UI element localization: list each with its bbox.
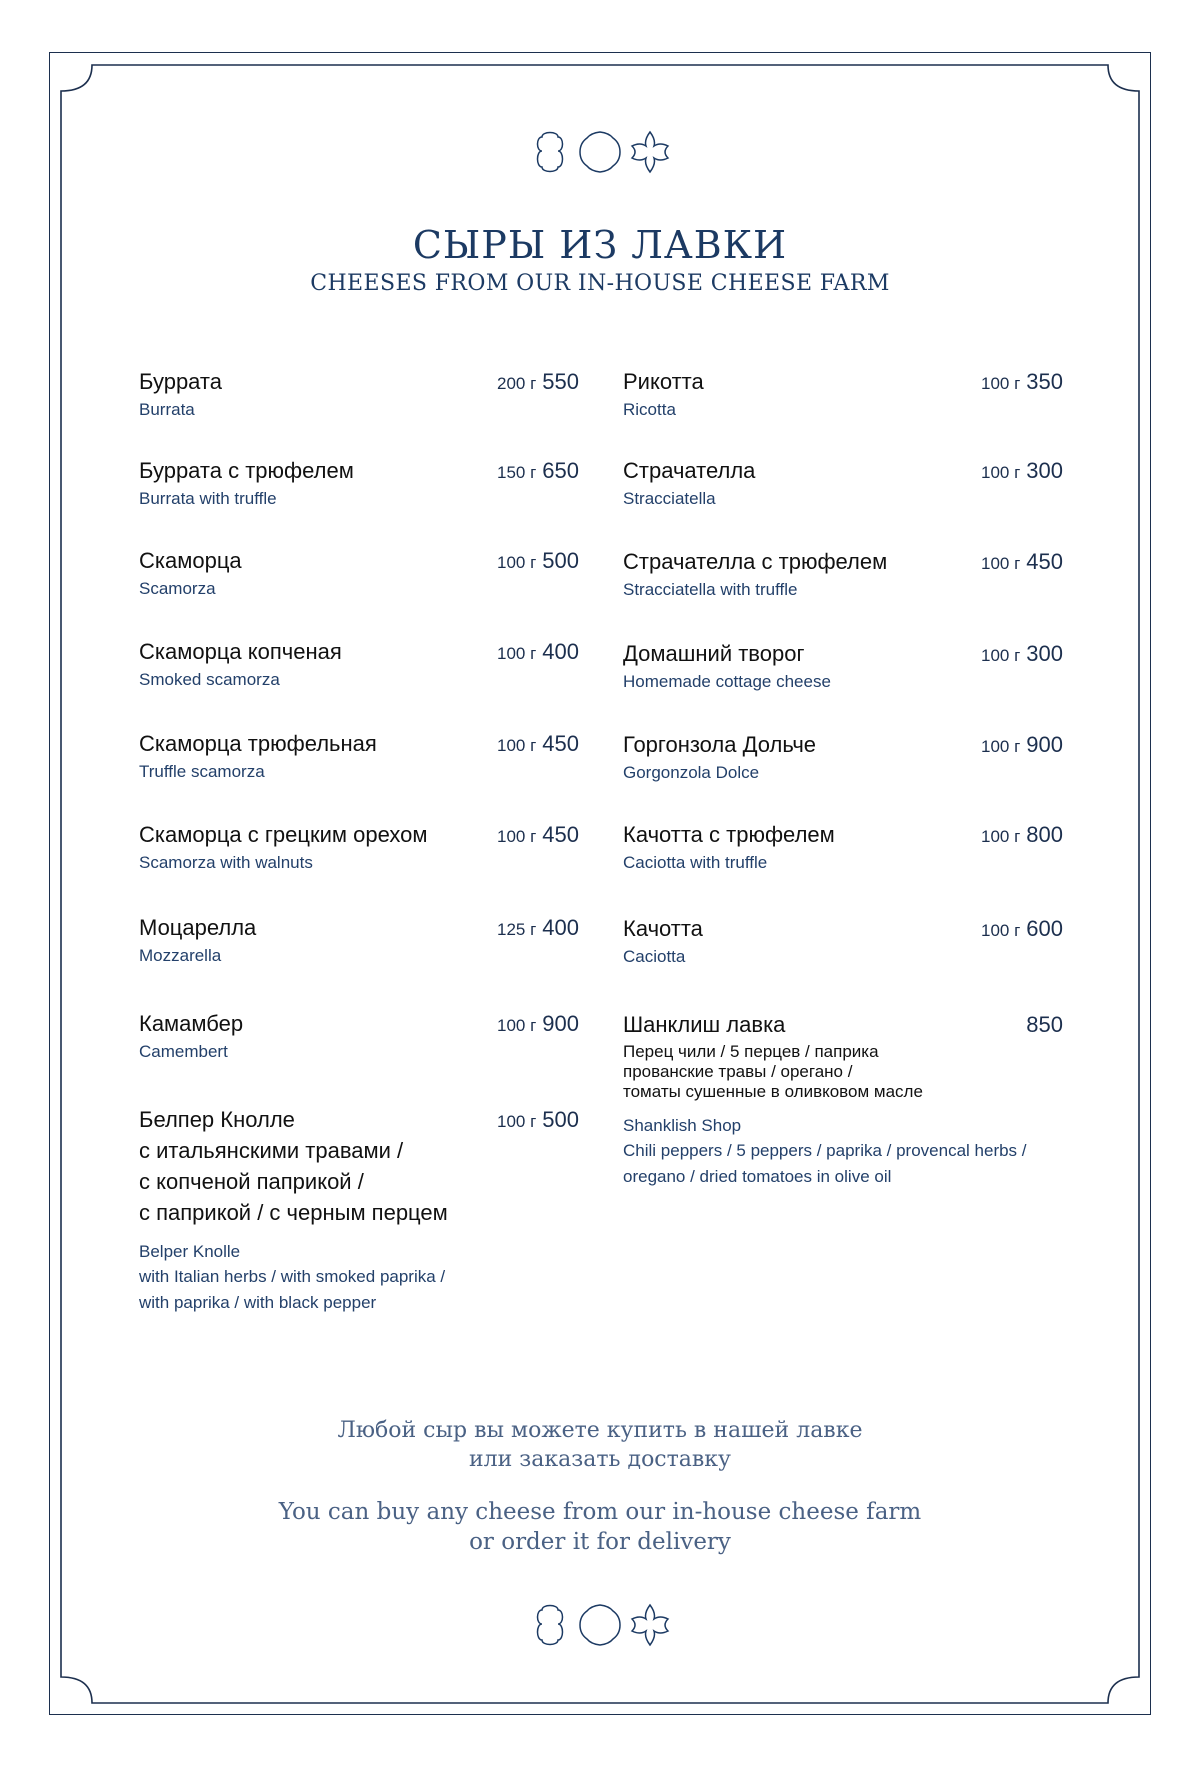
item-weight: 150 г	[496, 463, 537, 482]
menu-item	[139, 1104, 579, 1316]
item-price: 550	[542, 369, 579, 394]
item-name-en: Homemade cottage cheese	[623, 672, 831, 691]
menu-item	[623, 638, 1063, 729]
menu-item	[623, 455, 1063, 546]
item-weight: 100 г	[980, 554, 1021, 573]
item-price: 400	[542, 639, 579, 664]
item-price: 300	[1026, 458, 1063, 483]
menu-item	[139, 636, 579, 728]
item-weight: 200 г	[496, 374, 537, 393]
item-name-ru: Горгонзола Дольче	[623, 732, 817, 757]
menu-item	[139, 819, 579, 912]
item-name-en: Camembert	[139, 1042, 228, 1061]
item-desc-en	[139, 1264, 579, 1316]
item-desc-line: Chili peppers / 5 peppers / paprika / provencal herbs /	[623, 1141, 1027, 1160]
footer-line: Любой сыр вы можете купить в нашей лавке	[337, 1418, 863, 1443]
item-weight: 100 г	[496, 736, 537, 755]
item-weight: 100 г	[496, 1016, 537, 1035]
item-desc-ru	[623, 1042, 1063, 1102]
item-name-ru: Скаморца трюфельная	[139, 731, 377, 756]
menu-item	[139, 912, 579, 1008]
bottom-ornament	[525, 1603, 675, 1647]
item-price: 850	[1026, 1012, 1063, 1037]
top-ornament	[525, 130, 675, 174]
item-price: 900	[542, 1011, 579, 1036]
quatrefoil-icon	[538, 1606, 563, 1645]
footer-note-en	[0, 1497, 1200, 1557]
item-price: 400	[542, 915, 579, 940]
item-name-ru: Качотта	[623, 916, 703, 941]
item-price: 900	[1026, 732, 1063, 757]
item-name-ru: Страчателла	[623, 458, 756, 483]
left-column	[139, 366, 579, 1316]
item-name-en: Truffle scamorza	[139, 762, 265, 781]
item-desc-line: прованские травы / орегано /	[623, 1062, 853, 1081]
menu-item	[623, 366, 1063, 455]
item-price: 300	[1026, 641, 1063, 666]
item-name-en: Scamorza with walnuts	[139, 853, 313, 872]
item-weight: 100 г	[980, 646, 1021, 665]
item-weight: 100 г	[496, 644, 537, 663]
right-column	[623, 366, 1063, 1190]
item-name-line: Белпер Кнолле	[139, 1107, 295, 1132]
item-name-en: Scamorza	[139, 579, 216, 598]
item-weight: 100 г	[980, 827, 1021, 846]
item-price: 500	[542, 1107, 579, 1132]
item-weight: 100 г	[496, 827, 537, 846]
item-name-en: Caciotta	[623, 947, 686, 966]
cross-quatrefoil-icon	[632, 132, 668, 172]
item-weight: 100 г	[980, 921, 1021, 940]
item-name-ru: Буррата	[139, 369, 222, 394]
item-name-ru: Шанклиш лавка	[623, 1012, 786, 1037]
menu-item	[623, 1009, 1063, 1190]
item-desc-en	[623, 1138, 1063, 1190]
item-price: 800	[1026, 822, 1063, 847]
menu-item	[623, 819, 1063, 913]
item-price: 500	[542, 548, 579, 573]
item-price: 450	[542, 822, 579, 847]
menu-item	[623, 546, 1063, 638]
item-name-ru: Буррата с трюфелем	[139, 458, 354, 483]
footer-line: или заказать доставку	[468, 1447, 731, 1472]
item-name-en: Burrata with truffle	[139, 489, 277, 508]
scalloped-circle-icon	[580, 132, 620, 172]
item-name-ru: Страчателла с трюфелем	[623, 549, 888, 574]
item-name-en: Mozzarella	[139, 946, 222, 965]
item-weight: 100 г	[980, 737, 1021, 756]
menu-subtitle: CHEESES FROM OUR IN-HOUSE CHEESE FARM	[310, 271, 890, 296]
item-name-ru: Домашний творог	[623, 641, 805, 666]
menu-item	[139, 728, 579, 819]
item-name-en: Caciotta with truffle	[623, 853, 768, 872]
menu-item	[623, 913, 1063, 1009]
item-price: 350	[1026, 369, 1063, 394]
item-name-ru: Скаморца	[139, 548, 242, 573]
item-desc-line: with paprika / with black pepper	[139, 1293, 377, 1312]
item-name-line: с итальянскими травами /	[139, 1138, 404, 1163]
cross-quatrefoil-icon	[632, 1605, 668, 1645]
footer-line: You can buy any cheese from our in-house cheese farm	[278, 1499, 922, 1525]
footer-line: or order it for delivery	[469, 1529, 731, 1555]
item-name-en: Burrata	[139, 400, 195, 419]
item-desc-line: with Italian herbs / with smoked paprika /	[139, 1267, 446, 1286]
item-price: 450	[542, 731, 579, 756]
item-name-ru: Качотта с трюфелем	[623, 822, 835, 847]
item-desc-line: oregano / dried tomatoes in olive oil	[623, 1167, 892, 1186]
item-weight: 100 г	[980, 374, 1021, 393]
item-name-en: Gorgonzola Dolce	[623, 763, 760, 782]
menu-item	[139, 366, 579, 455]
menu-item	[139, 1008, 579, 1104]
item-name-ru: Скаморца копченая	[139, 639, 342, 664]
menu-item	[623, 729, 1063, 819]
footer-note-ru	[0, 1416, 1200, 1474]
item-weight: 125 г	[496, 920, 537, 939]
menu-item	[139, 545, 579, 636]
quatrefoil-icon	[538, 133, 563, 172]
scalloped-circle-icon	[580, 1605, 620, 1645]
menu-item	[139, 455, 579, 545]
item-price: 450	[1026, 549, 1063, 574]
item-name-line: с копченой паприкой /	[139, 1169, 364, 1194]
item-name-line: с паприкой / с черным перцем	[139, 1200, 448, 1225]
item-desc-line: томаты сушенные в оливковом масле	[623, 1082, 923, 1101]
item-desc-line: Перец чили / 5 перцев / паприка	[623, 1042, 879, 1061]
item-name-en: Ricotta	[623, 400, 676, 419]
item-weight: 100 г	[496, 1112, 537, 1131]
item-name-ru: Рикотта	[623, 369, 704, 394]
item-name-en: Stracciatella with truffle	[623, 580, 798, 599]
item-name-en: Stracciatella	[623, 489, 716, 508]
item-weight: 100 г	[980, 463, 1021, 482]
item-name-en: Shanklish Shop	[623, 1116, 742, 1135]
item-price: 600	[1026, 916, 1063, 941]
item-name-ru: Скаморца с грецким орехом	[139, 822, 428, 847]
item-name-en: Belper Knolle	[139, 1242, 241, 1261]
item-weight: 100 г	[496, 553, 537, 572]
item-price: 650	[542, 458, 579, 483]
item-name-ru: Камамбер	[139, 1011, 244, 1036]
item-name-ru: Моцарелла	[139, 915, 257, 940]
item-name-en: Smoked scamorza	[139, 670, 280, 689]
menu-title: СЫРЫ ИЗ ЛАВКИ	[412, 223, 788, 267]
